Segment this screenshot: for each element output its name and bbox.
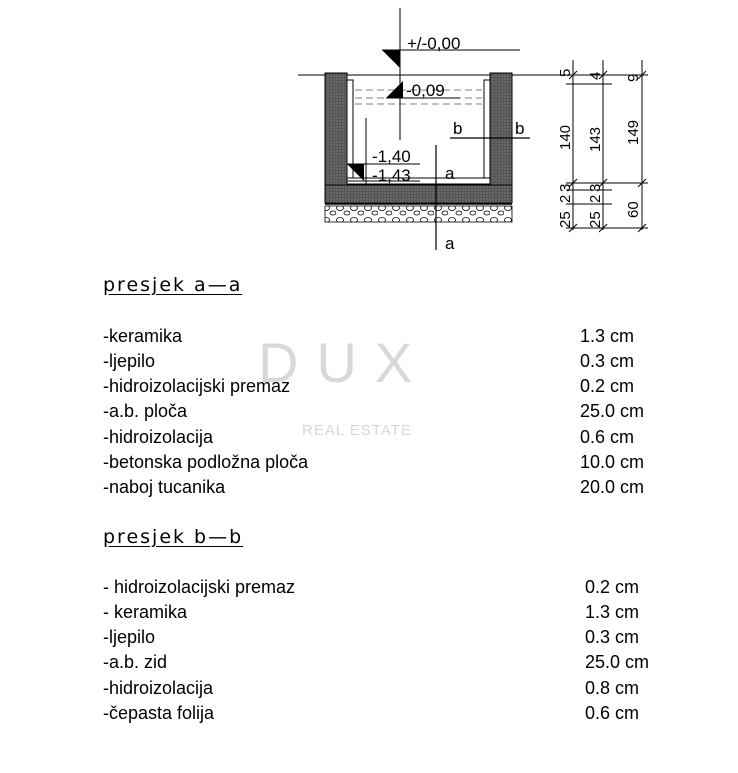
dim-col2-top: 4: [587, 71, 604, 80]
list-item-value: 20.0 cm: [580, 477, 645, 497]
list-item-value: 1.3 cm: [580, 326, 635, 346]
list-item-value: 0.3 cm: [585, 627, 640, 647]
dim-col2-a: 3: [587, 183, 604, 192]
dim-col2-main: 143: [587, 126, 604, 152]
list-item-name: -hidroizolacija: [103, 678, 214, 698]
section-aa-title: presjek a—a: [103, 274, 243, 296]
right-tile: [484, 80, 490, 184]
list-item-name: -hidroizolacija: [103, 427, 214, 447]
list-item-value: 0.8 cm: [585, 678, 640, 698]
list-item-value: 10.0 cm: [580, 452, 645, 472]
dim-col3-bottom: 60: [625, 201, 642, 218]
level-water-marker: [386, 81, 403, 98]
list-item-value: 25.0 cm: [585, 652, 650, 672]
right-wall: [490, 73, 512, 195]
list-item-name: -čepasta folija: [103, 703, 215, 723]
dim-col1-a: 3: [557, 183, 574, 192]
dim-col2-b: 2: [587, 194, 604, 203]
watermark-tagline: REAL ESTATE: [302, 422, 412, 439]
level-bottom-outer-label: -1,43: [372, 166, 411, 185]
level-top-marker: [382, 50, 400, 68]
list-item-name: -hidroizolacijski premaz: [103, 376, 291, 396]
list-item-name: - keramika: [103, 602, 188, 622]
dim-col1-top: 5: [557, 68, 574, 77]
gravel-base: [325, 206, 512, 222]
list-item-name: -a.b. zid: [103, 652, 168, 672]
list-item-name: -ljepilo: [103, 351, 156, 371]
list-item-name: -naboj tucanika: [103, 477, 226, 497]
section-bb-title: presjek b—b: [103, 526, 244, 548]
list-item-name: -keramika: [103, 326, 183, 346]
pool-section-drawing: [0, 0, 738, 270]
dim-col3-top: 9: [625, 73, 642, 82]
list-item-value: 0.3 cm: [580, 351, 635, 371]
dim-col1-main: 140: [557, 124, 574, 150]
list-item-name: - hidroizolacijski premaz: [103, 577, 296, 597]
dim-col1-b: 2: [557, 194, 574, 203]
level-bottom-inner-label: -1,40: [372, 147, 411, 166]
list-item-value: 0.6 cm: [585, 703, 640, 723]
cut-a-label-bottom: a: [445, 234, 455, 253]
list-item-name: -a.b. ploča: [103, 401, 188, 421]
list-item-value: 25.0 cm: [580, 401, 645, 421]
list-item-name: -betonska podložna ploča: [103, 452, 309, 472]
list-item-name: -ljepilo: [103, 627, 156, 647]
level-top-label: +/-0,00: [407, 34, 461, 53]
floor-slab: [325, 185, 512, 203]
left-wall: [325, 73, 347, 195]
list-item-value: 0.6 cm: [580, 427, 635, 447]
cut-b-label-left: b: [453, 119, 463, 138]
list-item-value: 1.3 cm: [585, 602, 640, 622]
cut-a-label-top: a: [445, 164, 455, 183]
watermark-logo: DUX: [258, 331, 431, 394]
list-item-value: 0.2 cm: [580, 376, 635, 396]
dim-col1-c: 25: [557, 211, 574, 228]
dim-col2-c: 25: [587, 211, 604, 228]
list-item-value: 0.2 cm: [585, 577, 640, 597]
cut-b-label-right: b: [515, 119, 525, 138]
level-water-label: -0,09: [406, 81, 445, 100]
dim-col3-main: 149: [625, 119, 642, 145]
